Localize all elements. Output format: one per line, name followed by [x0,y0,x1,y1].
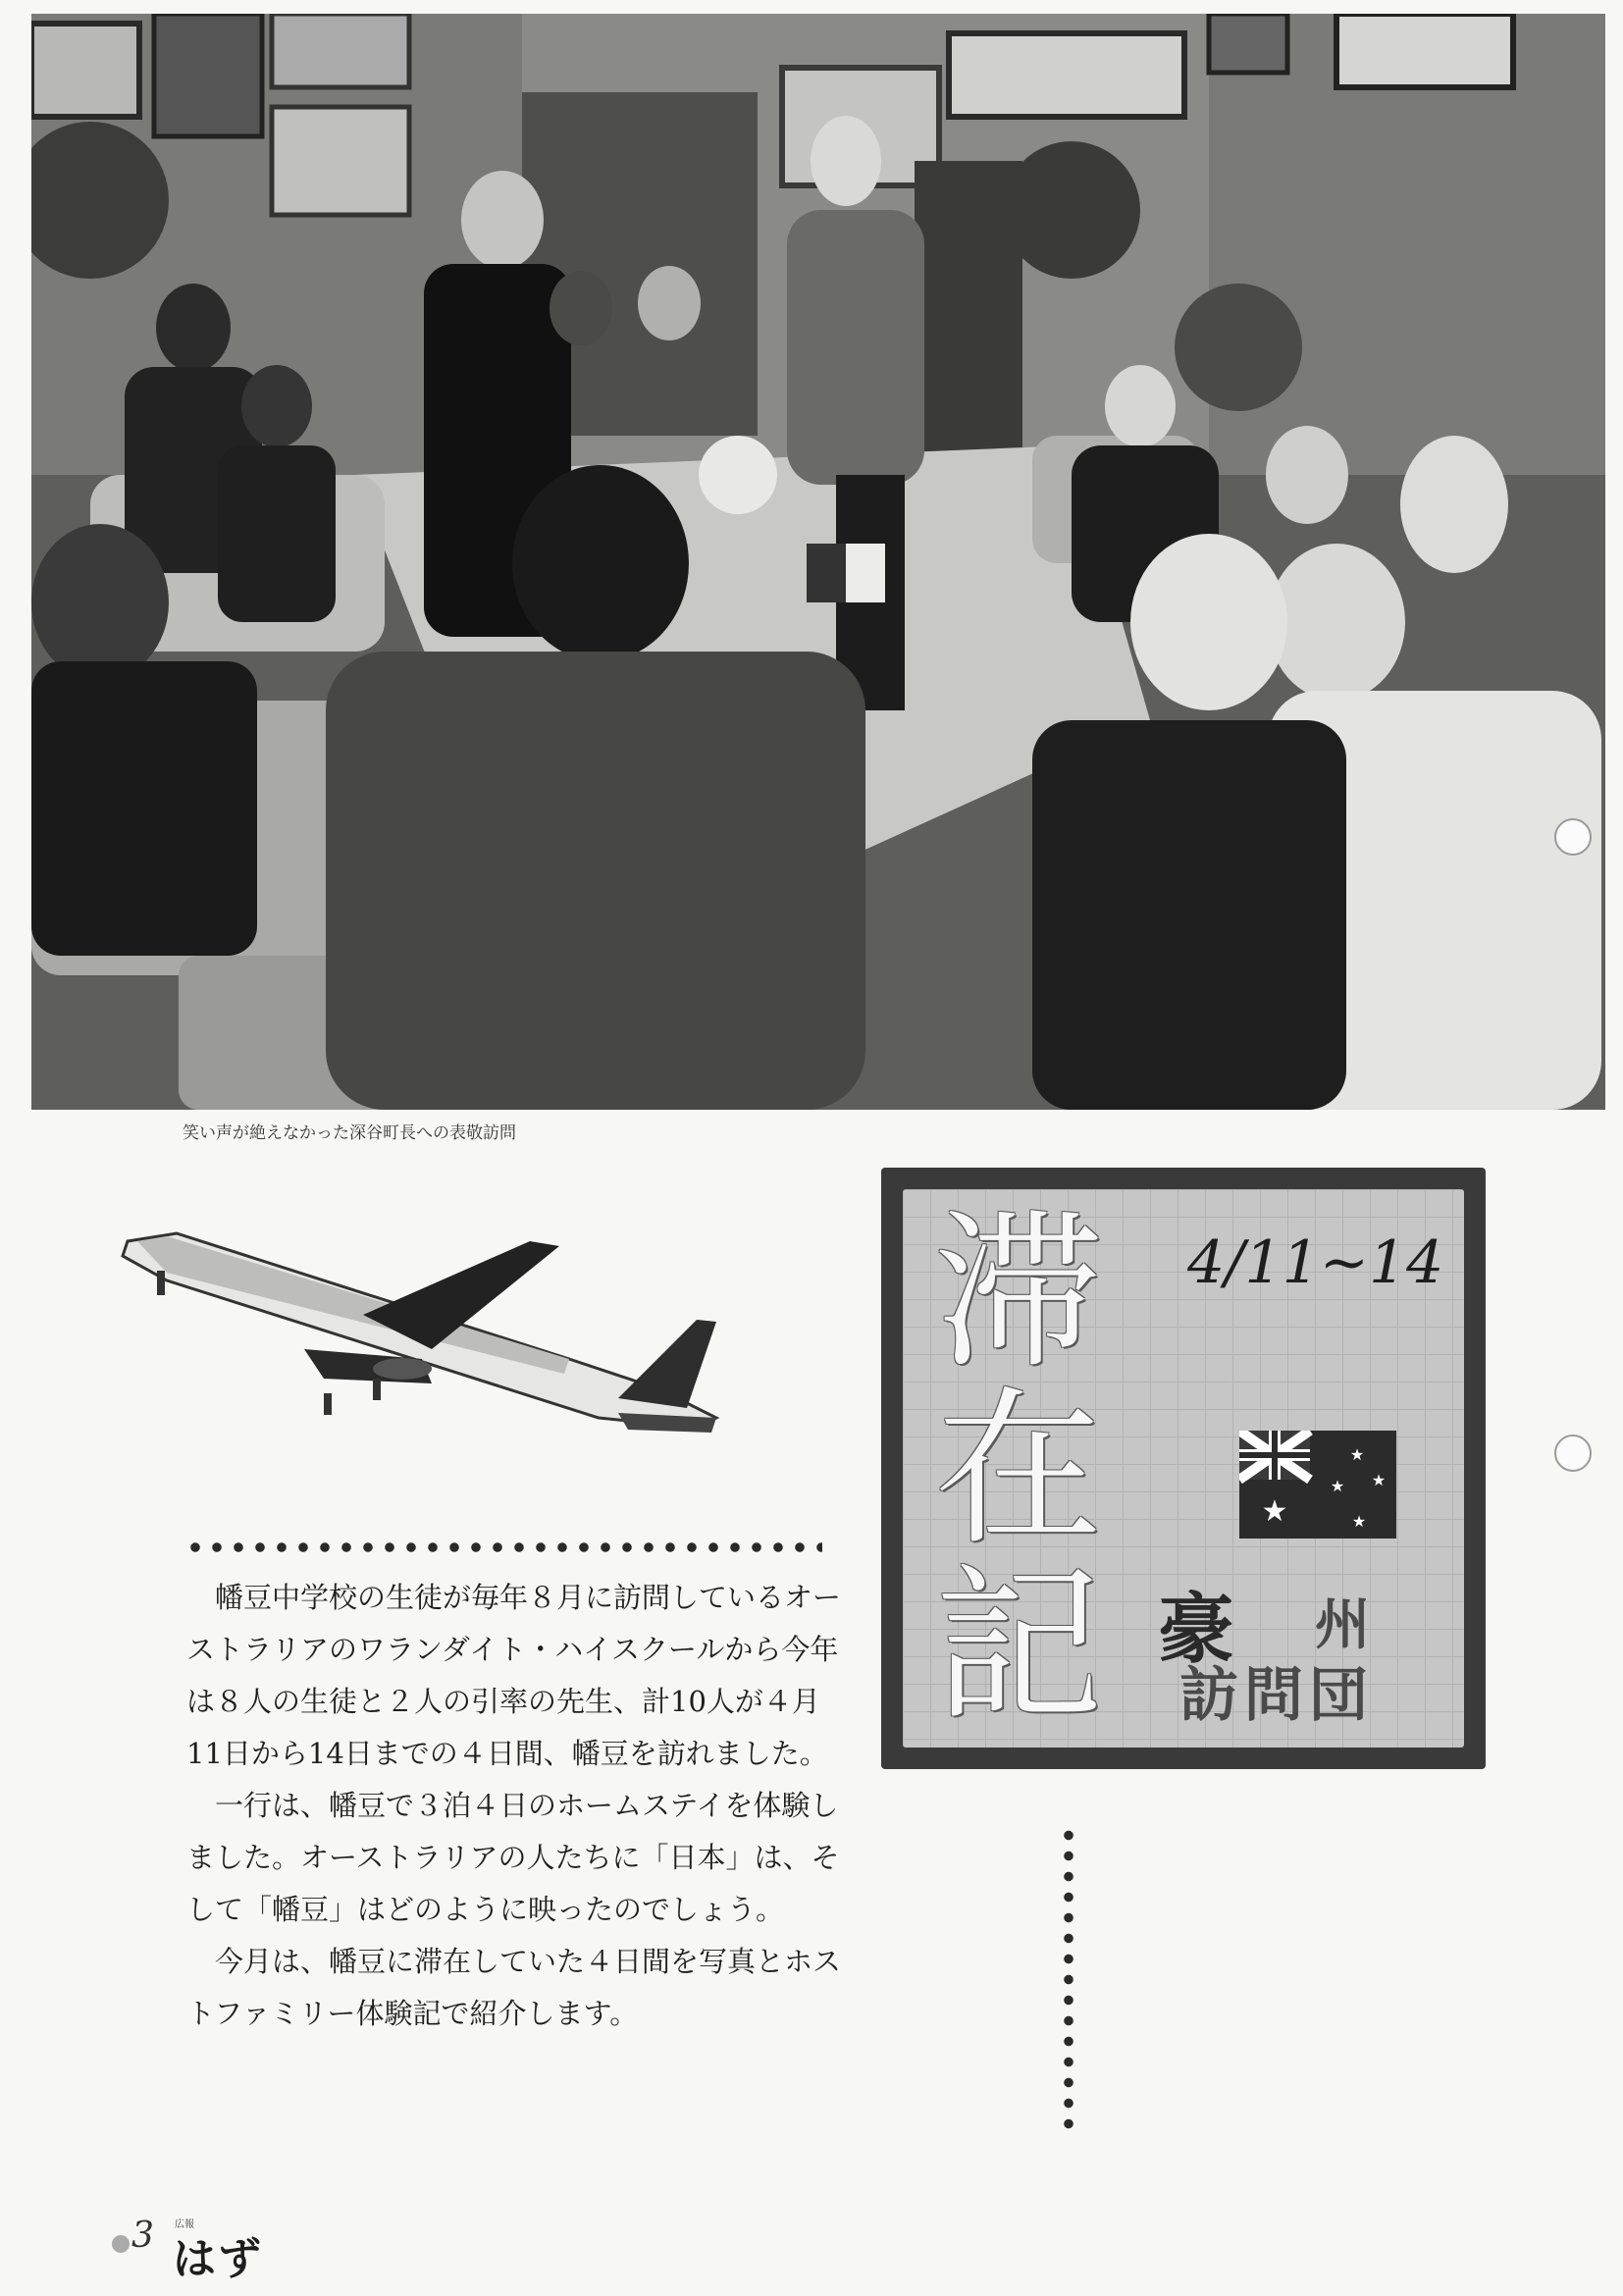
photo-caption: 笑い声が絶えなかった深谷町長への表敬訪問 [183,1123,516,1143]
svg-text:★: ★ [1351,1512,1367,1531]
body-paragraph-1: 幡豆中学校の生徒が毎年８月に訪問しているオーストラリアのワランダイト・ハイスクールから今年は８人の生徒と２人の引率の先生、計10人が４月11日から14日までの４日間、幡豆を訪れました。 [186,1581,842,1770]
footer-dot [112,2235,130,2253]
dotted-divider-vertical [1062,1825,1075,2129]
magazine-logo: はず [173,2234,263,2284]
svg-text:★: ★ [1330,1477,1345,1495]
australian-flag-icon [1239,1431,1396,1539]
title-kanji-1: 滞 [934,1194,1103,1391]
airplane-illustration [108,1212,746,1487]
body-paragraph-2: 一行は、幡豆で３泊４日のホームステイを体験しました。オーストラリアの人たちに「日本」は、そして「幡豆」はどのように映ったのでしょう。 [186,1789,840,1926]
title-sub-gou: 豪 [1158,1586,1235,1674]
svg-text:★: ★ [1349,1445,1365,1464]
binder-hole-top [1554,818,1592,856]
article-body [186,1572,854,2040]
visit-dates: 4/11~14 [1187,1228,1444,1297]
dotted-divider-horizontal [184,1540,822,1554]
page-number: 3 [131,2216,154,2256]
binder-hole-bottom [1554,1435,1592,1472]
svg-text:★: ★ [1371,1471,1387,1489]
title-sub-shu: 州 [1315,1593,1370,1657]
title-box [881,1168,1486,1769]
svg-text:★: ★ [1261,1494,1288,1529]
body-paragraph-3: 今月は、幡豆に滞在していた４日間を写真とホストファミリー体験記で紹介します。 [186,1945,842,2030]
footer-kouhou-label: 広報 [175,2219,194,2230]
title-kanji-2: 在 [934,1371,1103,1568]
title-grid [903,1189,1464,1748]
reception-photo [31,14,1605,1110]
title-kanji-3: 記 [934,1547,1103,1745]
title-sub-houmondan: 訪問団 [1179,1661,1374,1730]
